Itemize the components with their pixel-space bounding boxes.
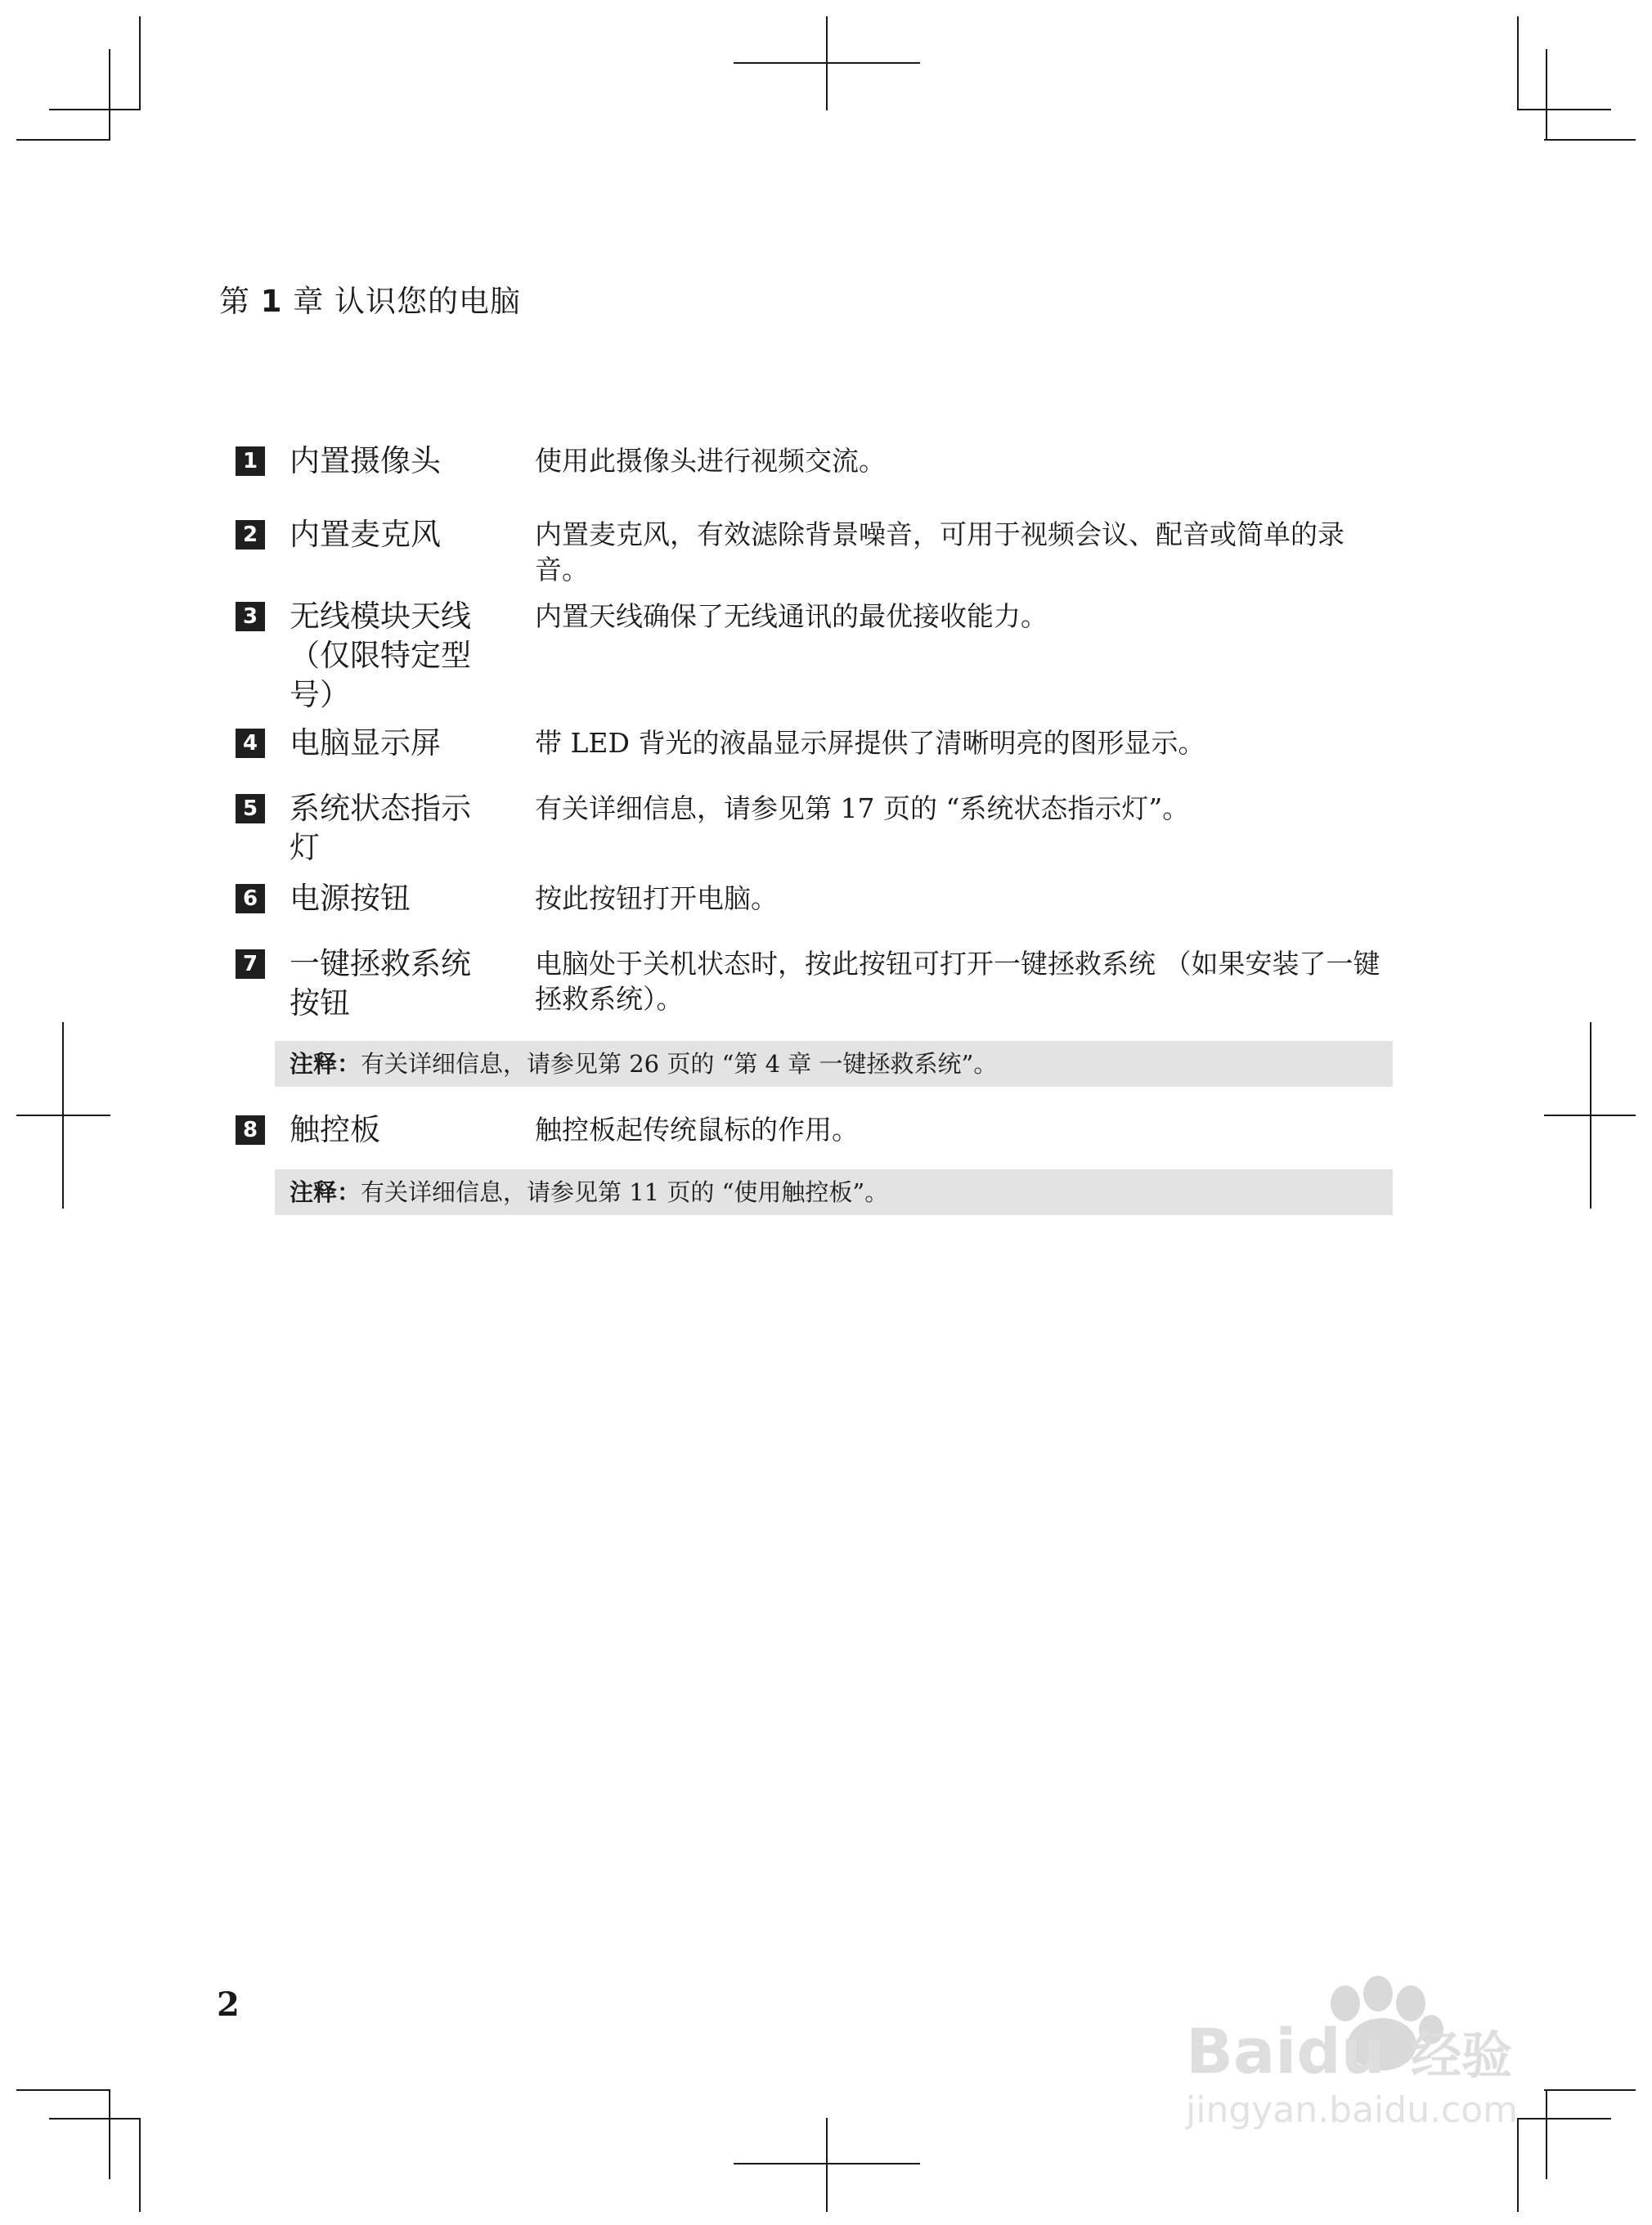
item-number-badge: 2 bbox=[236, 520, 265, 550]
page-number: 2 bbox=[217, 1985, 240, 2024]
baidu-jingyan-watermark bbox=[1178, 1963, 1562, 2142]
item-term: 内置摄像头 bbox=[290, 443, 441, 478]
item-description: 按此按钮打开电脑。 bbox=[535, 882, 778, 914]
item-description: 内置天线确保了无线通讯的最优接收能力。 bbox=[535, 600, 1048, 632]
item-number-badge: 6 bbox=[236, 884, 265, 913]
chapter-number: 1 bbox=[260, 284, 283, 319]
watermark-brand-cn: 经验 bbox=[1411, 2025, 1513, 2085]
item-number-badge: 1 bbox=[236, 446, 265, 476]
item-term: 一键拯救系统按钮 bbox=[290, 946, 471, 1021]
item-description: 带 LED 背光的液晶显示屏提供了清晰明亮的图形显示。 bbox=[535, 727, 1205, 759]
item-number-badge: 5 bbox=[236, 794, 265, 823]
note-text: 有关详细信息，请参见第 26 页的 “第 4 章 一键拯救系统”。 bbox=[361, 1050, 998, 1078]
item-number-badge: 7 bbox=[236, 949, 265, 979]
item-number-badge: 4 bbox=[236, 729, 265, 758]
note-label: 注释： bbox=[290, 1050, 361, 1078]
chapter-suffix: 章 bbox=[293, 284, 325, 319]
item-description: 内置麦克风，有效滤除背景噪音，可用于视频会议、配音或简单的录音。 bbox=[535, 518, 1344, 585]
chapter-title: 认识您的电脑 bbox=[334, 284, 522, 319]
item-number-badge: 3 bbox=[236, 602, 265, 631]
watermark-brand: Baidu bbox=[1186, 2015, 1385, 2088]
note-box bbox=[275, 1041, 1393, 1087]
item-term: 无线模块天线（仅限特定型号） bbox=[290, 599, 471, 712]
chapter-heading bbox=[219, 276, 521, 321]
item-description: 电脑处于关机状态时，按此按钮可打开一键拯救系统 （如果安装了一键拯救系统）。 bbox=[535, 948, 1380, 1015]
item-term: 电脑显示屏 bbox=[290, 725, 441, 760]
item-term: 电源按钮 bbox=[290, 881, 411, 916]
watermark-url: jingyan.baidu.com bbox=[1186, 2089, 1519, 2131]
item-description: 触控板起传统鼠标的作用。 bbox=[535, 1114, 859, 1146]
item-number-badge: 8 bbox=[236, 1115, 265, 1145]
note-text: 有关详细信息，请参见第 11 页的 “使用触控板”。 bbox=[361, 1178, 889, 1206]
item-description: 使用此摄像头进行视频交流。 bbox=[535, 445, 886, 477]
note-box bbox=[275, 1169, 1393, 1215]
item-description: 有关详细信息，请参见第 17 页的 “系统状态指示灯”。 bbox=[535, 792, 1190, 824]
item-term: 系统状态指示灯 bbox=[290, 791, 471, 865]
item-term: 触控板 bbox=[290, 1112, 380, 1147]
note-label: 注释： bbox=[290, 1178, 361, 1206]
item-term: 内置麦克风 bbox=[290, 517, 441, 552]
chapter-prefix: 第 bbox=[219, 284, 250, 319]
